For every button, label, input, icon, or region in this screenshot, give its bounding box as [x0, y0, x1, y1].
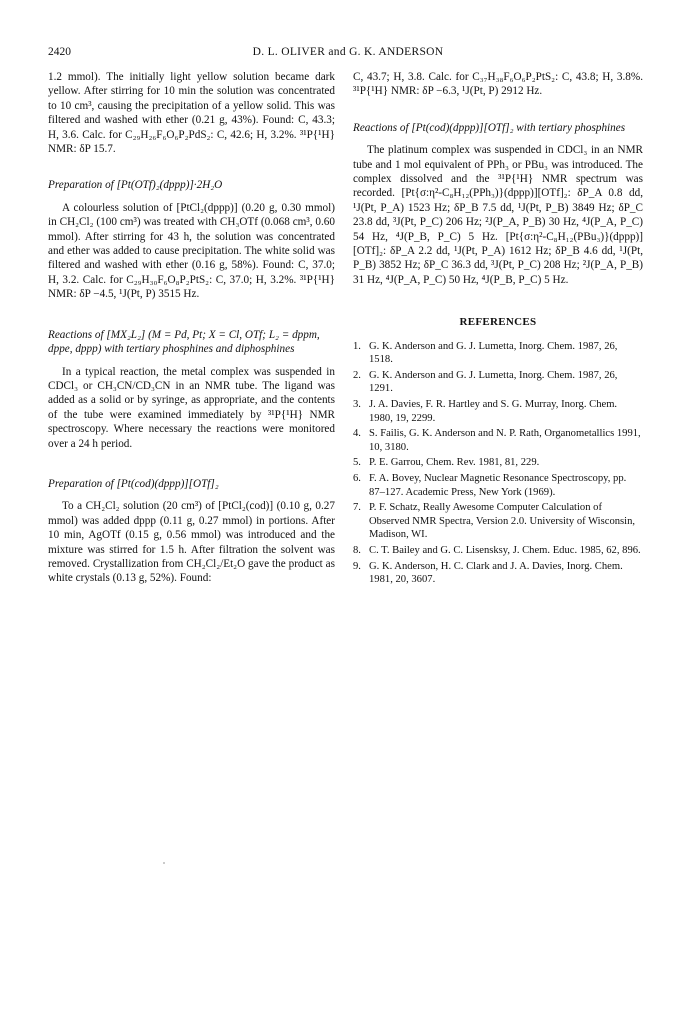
right-column — [353, 70, 643, 589]
section-heading-reactions-mx2l2: Reactions of [MX₂L₂] (M = Pd, Pt; X = Cl, OTf; L₂ = dppm, dppe, dppp) with tertiary phosphines and diphosphines — [48, 328, 320, 356]
running-head-authors: D. L. OLIVER and G. K. ANDERSON — [252, 46, 444, 58]
references-list — [353, 340, 643, 587]
references-title: REFERENCES — [459, 316, 537, 329]
reference-item — [353, 369, 643, 396]
right-paragraph-1: C, 43.7; H, 3.8. Calc. for C₃₇H₃₈F₆O₆P₂PtS₂: C, 43.8; H, 3.8%. ³¹P{¹H} NMR: δP −6.3, ¹J(Pt, P) 2912 Hz. — [353, 71, 643, 98]
reference-item — [353, 472, 643, 499]
left-paragraph-4: To a CH₂Cl₂ solution (20 cm³) of [PtCl₂(cod)] (0.10 g, 0.27 mmol) was added dppp (0.11 g, 0.27 mmol) in portions. After 10 min, AgOTf (0.15 g, 0.56 mmol) was introduced and the mixture was stirred for 1.5 h. After filtration the solvent was removed. Crystallization from CH₂Cl₂/Et₂O gave the product as white crystals (0.13 g, 52%). Found: — [48, 500, 335, 585]
section-heading-pt-cod-dppp: Preparation of [Pt(cod)(dppp)][OTf]₂ — [48, 477, 219, 490]
reference-item — [353, 340, 643, 367]
reference-number: 7. — [353, 502, 361, 514]
reference-number: 4. — [353, 428, 361, 440]
left-column — [48, 70, 335, 586]
left-paragraph-2: A colourless solution of [PtCl₂(dppp)] (0.20 g, 0.30 mmol) in CH₂Cl₂ (100 cm³) was treated with CH₃OTf (0.068 cm³, 0.60 mmol). After stirring for 43 h, the solution was concentrated and ether was added to cause precipitation. The white solid was filtered and washed with ether (0.16 g, 58%). Found: C, 37.0; H, 3.2. Calc. for C₂₉H₃₀F₆O₈P₂PtS₂: C, 37.0; H, 3.2%. ³¹P{¹H} NMR: δP −4.5, ¹J(Pt, P) 3515 Hz. — [48, 201, 335, 301]
reference-text: P. F. Schatz, Really Awesome Computer Calculation of Observed NMR Spectra, Version 2.0. University of Wisconsin, Madison, WI. — [369, 502, 636, 541]
left-paragraph-3: In a typical reaction, the metal complex was suspended in CDCl₃ or CH₃CN/CD₃CN in an NMR tube. The ligand was added as a solid or by syringe, as appropriate, and the contents of the tube were examined immediately by ³¹P{¹H} NMR spectroscopy. Where necessary the reactions were monitored over a 24 h period. — [48, 365, 335, 450]
reference-text: P. E. Garrou, Chem. Rev. 1981, 81, 229. — [369, 457, 540, 469]
reference-item — [353, 501, 643, 542]
left-paragraph-1: 1.2 mmol). The initially light yellow solution became dark yellow. After stirring for 10 min the solution was concentrated to 10 cm³, causing the precipitation of a yellow solid. This was filtered and washed with ether (0.21 g, 43%). Found: C, 43.3; H, 3.6. Calc. for C₂₉H₂₆F₆O₆P₂PdS₂: C, 42.6; H, 3.2%. ³¹P{¹H} NMR: δP 15.7. — [48, 71, 335, 156]
page-number: 2420 — [48, 46, 71, 58]
reference-item — [353, 544, 643, 558]
reference-text: J. A. Davies, F. R. Hartley and S. G. Murray, Inorg. Chem. 1980, 19, 2299. — [369, 399, 618, 424]
reference-number: 6. — [353, 473, 361, 485]
reference-number: 9. — [353, 560, 361, 572]
reference-number: 3. — [353, 399, 361, 411]
reference-number: 5. — [353, 457, 361, 469]
reference-number: 1. — [353, 340, 361, 352]
reference-item — [353, 456, 643, 470]
reference-text: F. A. Bovey, Nuclear Magnetic Resonance Spectroscopy, pp. 87–127. Academic Press, New York (1969). — [369, 473, 627, 498]
scan-speck — [163, 862, 165, 864]
reference-text: C. T. Bailey and G. C. Lisensksy, J. Chem. Educ. 1985, 62, 896. — [369, 545, 641, 556]
reference-number: 8. — [353, 545, 361, 556]
reference-number: 2. — [353, 369, 361, 381]
reference-item — [353, 427, 643, 454]
reference-text: G. K. Anderson and G. J. Lumetta, Inorg. Chem. 1987, 26, 1518. — [369, 340, 618, 366]
right-paragraph-2: The platinum complex was suspended in CDCl₃ in an NMR tube and 1 mol equivalent of PPh₃ or PBu₃ was introduced. The complex dissolved and the ³¹P{¹H} NMR spectrum was recorded. [Pt{σ:η²-C₈H₁₂(PPh₃)}(dppp)][OTf]₂: δP_A 0.8 dd, ¹J(Pt, P_A) 1523 Hz; δP_B 7.5 dd, ¹J(Pt, P_B) 3849 Hz; δP_C 23.8 dd, ³J(Pt, P_C) 206 Hz; ²J(P_A, P_B) 30 Hz, ⁴J(P_A, P_C) 54 Hz, ⁴J(P_B, P_C) 5 Hz. [Pt{σ:η²-C₈H₁₂(PBu₃)}(dppp)][OTf]₂: δP_A 2.2 dd, ¹J(Pt, P_A) 1612 Hz; δP_B 4.6 dd, ¹J(Pt, P_B) 3852 Hz; δP_C 36.3 dd, ³J(Pt, P_C) 208 Hz; ²J(P_A, P_B) 31 Hz, ⁴J(P_A, P_C) 50 Hz, ⁴J(P_B, P_C) 5 Hz. — [353, 144, 643, 286]
section-heading-pt-otf-dppp: Preparation of [Pt(OTf)₂(dppp)]·2H₂O — [48, 179, 223, 192]
reference-text: S. Failis, G. K. Anderson and N. P. Rath, Organometallics 1991, 10, 3180. — [369, 428, 641, 453]
page-header — [48, 46, 648, 64]
reference-item — [353, 398, 643, 425]
reference-text: G. K. Anderson and G. J. Lumetta, Inorg. Chem. 1987, 26, 1291. — [369, 369, 618, 395]
section-heading-reactions-pt-cod: Reactions of [Pt(cod)(dppp)][OTf]₂ with tertiary phosphines — [353, 121, 626, 134]
reference-text: G. K. Anderson, H. C. Clark and J. A. Davies, Inorg. Chem. 1981, 20, 3607. — [369, 560, 623, 586]
reference-item — [353, 560, 643, 587]
